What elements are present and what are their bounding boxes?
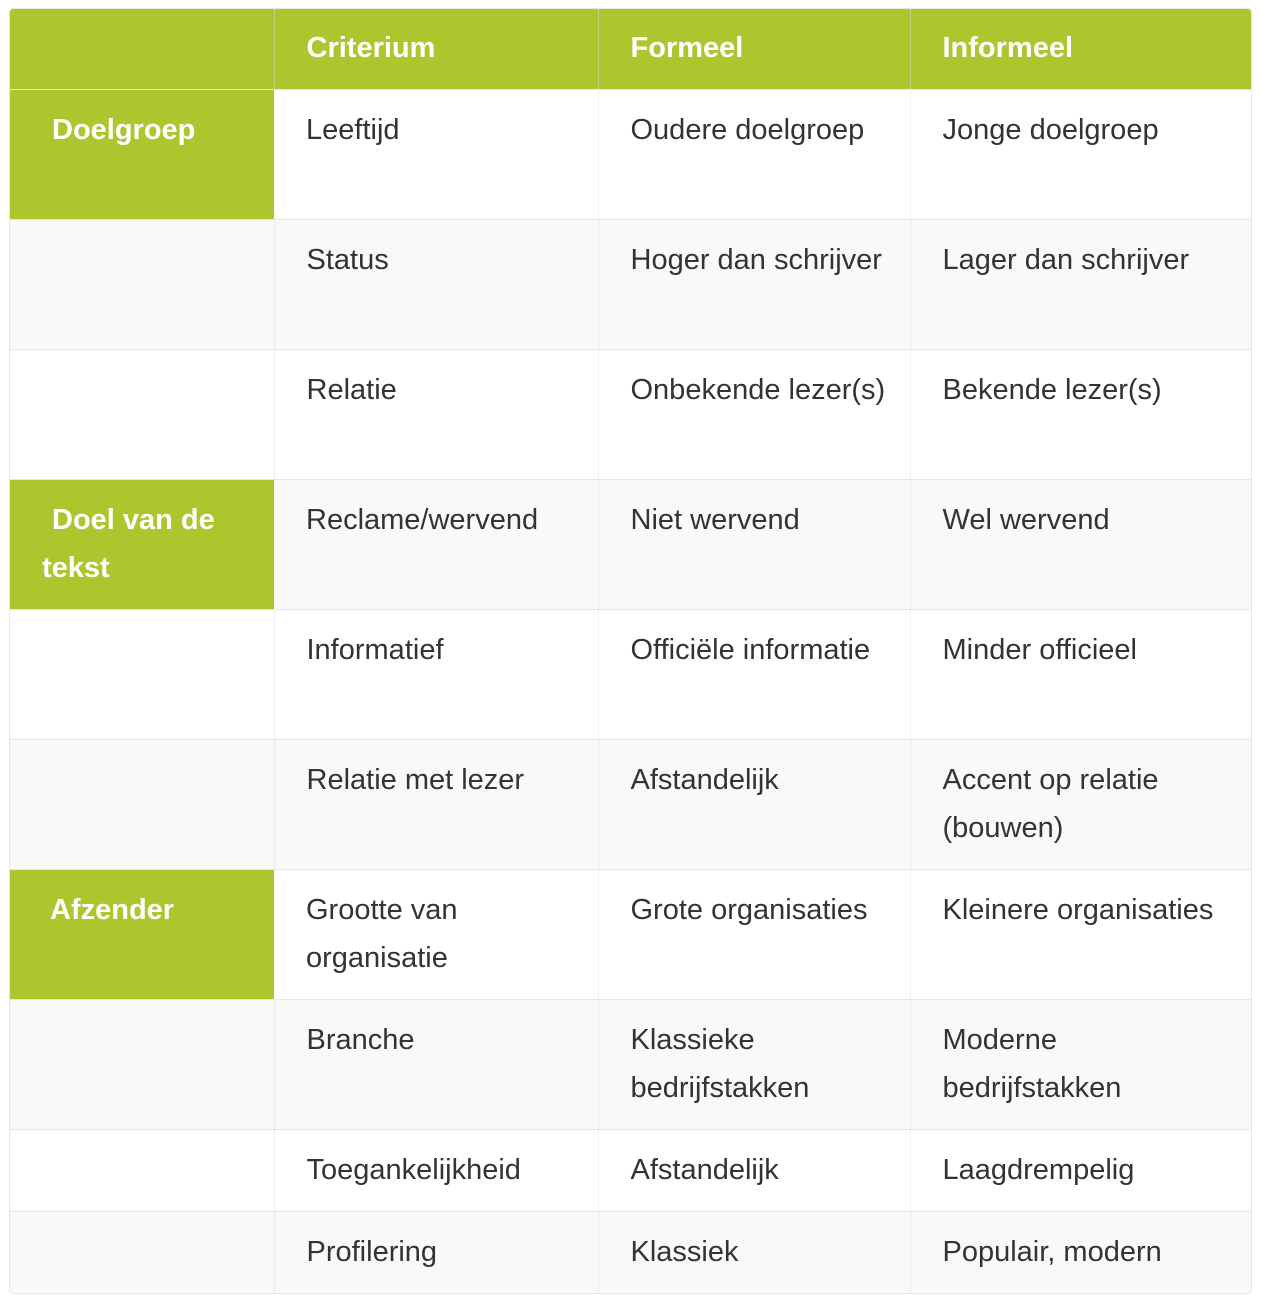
criterium-cell: Grootte van organisatie	[274, 869, 598, 999]
informeel-cell: Laagdrempelig	[910, 1129, 1251, 1211]
informeel-cell: Jonge doelgroep	[910, 89, 1251, 219]
formeel-cell: Afstandelijk	[598, 739, 910, 869]
comparison-table-container	[9, 8, 1252, 1294]
header-criterium: Criterium	[274, 9, 598, 89]
group-cell-empty	[10, 349, 274, 479]
formeel-cell: Onbekende lezer(s)	[598, 349, 910, 479]
table-row	[10, 349, 1251, 479]
table-header	[10, 9, 1251, 89]
table-row	[10, 89, 1251, 219]
group-cell-empty	[10, 1129, 274, 1211]
informeel-cell: Moderne bedrijfstakken	[910, 999, 1251, 1129]
informeel-cell: Wel wervend	[910, 479, 1251, 609]
informeel-cell: Accent op relatie (bouwen)	[910, 739, 1251, 869]
group-cell-empty	[10, 1211, 274, 1293]
formeel-cell: Niet wervend	[598, 479, 910, 609]
header-group-column	[10, 9, 274, 89]
criterium-cell: Relatie	[274, 349, 598, 479]
criterium-cell: Profilering	[274, 1211, 598, 1293]
formeel-cell: Hoger dan schrijver	[598, 219, 910, 349]
table-body	[10, 89, 1251, 1293]
group-cell-doelgroep: Doelgroep	[10, 89, 274, 219]
criterium-cell: Status	[274, 219, 598, 349]
table-row	[10, 219, 1251, 349]
group-cell-afzender: Afzender	[10, 869, 274, 999]
formeel-cell: Klassieke bedrijfstakken	[598, 999, 910, 1129]
criterium-cell: Informatief	[274, 609, 598, 739]
formeel-cell: Klassiek	[598, 1211, 910, 1293]
formeel-cell: Afstandelijk	[598, 1129, 910, 1211]
table-row	[10, 609, 1251, 739]
group-cell-empty	[10, 999, 274, 1129]
criterium-cell: Branche	[274, 999, 598, 1129]
informeel-cell: Kleinere organisaties	[910, 869, 1251, 999]
table-row	[10, 1129, 1251, 1211]
formeel-cell: Oudere doelgroep	[598, 89, 910, 219]
formeel-cell: Officiële informatie	[598, 609, 910, 739]
criterium-cell: Reclame/wervend	[274, 479, 598, 609]
informeel-cell: Lager dan schrijver	[910, 219, 1251, 349]
group-cell-empty	[10, 609, 274, 739]
table-row	[10, 479, 1251, 609]
header-row	[10, 9, 1251, 89]
criterium-cell: Leeftijd	[274, 89, 598, 219]
table-row	[10, 869, 1251, 999]
table-row	[10, 999, 1251, 1129]
group-cell-empty	[10, 739, 274, 869]
table-row	[10, 1211, 1251, 1293]
group-cell-doel-van-de-tekst: Doel van de tekst	[10, 479, 274, 609]
group-cell-empty	[10, 219, 274, 349]
header-formeel: Formeel	[598, 9, 910, 89]
table-row	[10, 739, 1251, 869]
criterium-cell: Toegankelijkheid	[274, 1129, 598, 1211]
header-informeel: Informeel	[910, 9, 1251, 89]
comparison-table	[10, 9, 1251, 1293]
informeel-cell: Bekende lezer(s)	[910, 349, 1251, 479]
formeel-cell: Grote organisaties	[598, 869, 910, 999]
informeel-cell: Minder officieel	[910, 609, 1251, 739]
criterium-cell: Relatie met lezer	[274, 739, 598, 869]
informeel-cell: Populair, modern	[910, 1211, 1251, 1293]
